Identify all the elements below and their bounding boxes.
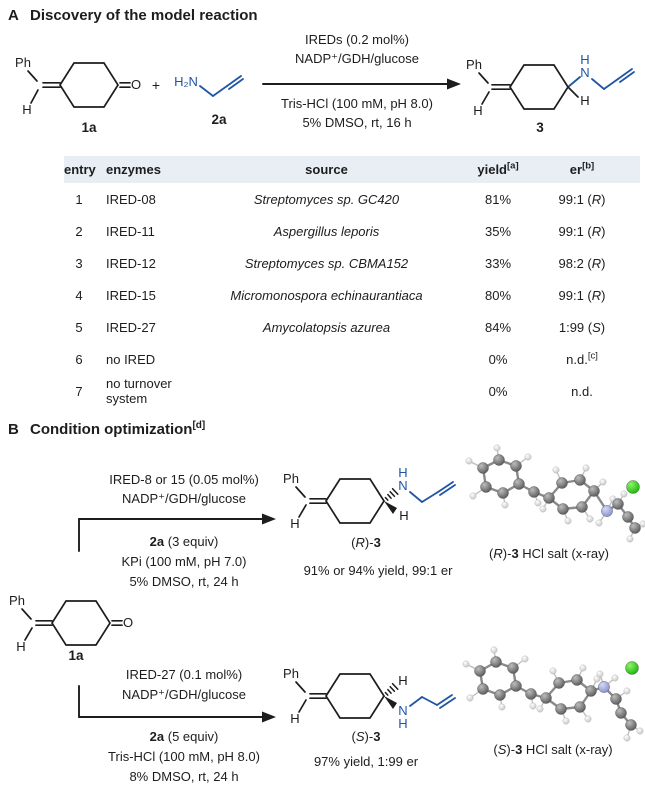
ph-label: Ph	[283, 666, 299, 681]
filler-cell	[622, 311, 640, 343]
reaction-scheme-a	[0, 26, 645, 154]
carbon-atom	[526, 689, 537, 700]
carbon-atom	[475, 666, 486, 677]
condition-line: 5% DMSO, rt, 24 h	[129, 574, 239, 589]
carbon-atom	[529, 487, 540, 498]
hydrogen-atom	[491, 647, 497, 653]
col-enzymes: enzymes	[94, 156, 199, 183]
carbon-atom	[616, 708, 627, 719]
bold-wedge-to-h	[384, 501, 397, 514]
nh-label: H	[398, 465, 408, 480]
panel-a-header	[8, 7, 258, 24]
condition-line: IRED-27 (0.1 mol%)	[125, 667, 243, 682]
h-label: H	[473, 103, 483, 118]
result-top: 91% or 94% yield, 99:1 er	[303, 563, 453, 578]
hydrogen-atom	[585, 716, 591, 722]
ired-screening-table	[64, 156, 640, 407]
carbon-atom	[541, 693, 552, 704]
condition-line: 2a (3 equiv)	[149, 534, 219, 549]
hashed-wedge-to-n	[385, 489, 397, 500]
panel-b-header	[8, 421, 205, 438]
h-label: H	[22, 102, 32, 117]
carbon-atom	[514, 479, 525, 490]
substrate-label: 1a	[81, 120, 97, 135]
enzyme-cell: IRED-11	[106, 223, 155, 239]
xray-structure-s	[463, 647, 643, 741]
structure-r-3	[283, 465, 455, 578]
condition-optimization-scheme	[0, 440, 645, 792]
panel-a-title: Discovery of the model reaction	[30, 7, 258, 24]
h-label: H	[16, 639, 26, 654]
source-cell: Aspergillus leporis	[273, 223, 380, 239]
source-cell: Micromonospora echinaurantiaca	[230, 287, 423, 303]
hydrogen-atom	[463, 661, 469, 667]
stereo-h-label: H	[398, 673, 408, 688]
filler-cell	[622, 183, 640, 215]
source-cell	[199, 375, 454, 407]
carbon-atom	[478, 463, 489, 474]
hydrogen-atom	[624, 735, 630, 741]
substrate-label: 1a	[68, 648, 84, 663]
table-row	[64, 183, 640, 215]
xray-caption-s: (S)-3 HCl salt (x-ray)	[493, 742, 613, 757]
table-row	[64, 311, 640, 343]
carbon-atom	[494, 455, 505, 466]
carbon-atom	[556, 704, 567, 715]
enzyme-cell: no turnover system	[106, 376, 172, 406]
panel-b-tag: B	[8, 421, 19, 438]
hydrogen-atom	[565, 518, 571, 524]
entry-cell: 1	[75, 191, 83, 207]
condition-line: 5% DMSO, rt, 16 h	[302, 115, 412, 130]
hashed-wedge-to-h	[385, 684, 397, 695]
hydrogen-atom	[550, 668, 556, 674]
hydrogen-atom	[540, 506, 546, 512]
structure-3	[466, 52, 634, 135]
hydrogen-atom	[499, 704, 505, 710]
hydrogen-atom	[494, 445, 500, 451]
entry-cell: 7	[75, 383, 83, 399]
hydrogen-atom	[580, 665, 586, 671]
hydrogen-atom	[537, 706, 543, 712]
footnote-d: [d]	[192, 420, 206, 431]
hydrogen-atom	[470, 493, 476, 499]
reaction-arrow	[263, 32, 461, 130]
hydrogen-atom	[467, 695, 473, 701]
carbon-atom	[557, 478, 568, 489]
carbon-atom	[626, 720, 637, 731]
condition-line: Tris-HCl (100 mM, pH 8.0)	[281, 96, 433, 111]
product-label: 3	[536, 120, 544, 135]
carbon-atom	[511, 461, 522, 472]
carbon-atom	[630, 523, 641, 534]
hydrogen-atom	[597, 671, 603, 677]
chloride-ion	[626, 662, 639, 675]
nh-label: H	[398, 716, 408, 731]
carbon-atom	[554, 678, 565, 689]
n-label: N	[580, 65, 590, 80]
condition-line: Tris-HCl (100 mM, pH 8.0)	[108, 749, 260, 764]
carbon-atom	[575, 702, 586, 713]
table-row	[64, 343, 640, 375]
condition-line: 8% DMSO, rt, 24 h	[129, 769, 239, 784]
ph-label: Ph	[15, 55, 31, 70]
yield-cell: 0%	[488, 351, 508, 367]
yield-cell: 81%	[484, 191, 512, 207]
carbon-atom	[495, 690, 506, 701]
hydrogen-atom	[466, 458, 472, 464]
carbon-atom	[481, 482, 492, 493]
enzyme-cell: no IRED	[106, 351, 156, 367]
carbon-atom	[498, 488, 509, 499]
hydrogen-atom	[612, 675, 618, 681]
carbon-atom	[575, 475, 586, 486]
enzyme-cell: IRED-08	[106, 191, 156, 207]
nitrogen-atom	[601, 505, 612, 516]
table-row	[64, 215, 640, 247]
carbon-atom	[491, 657, 502, 668]
er-cell: 1:99 (S)	[558, 319, 606, 335]
panel-a-tag: A	[8, 7, 19, 24]
chloride-ion	[627, 481, 640, 494]
source-cell	[199, 343, 454, 375]
hydrogen-atom	[553, 467, 559, 473]
branch-bottom-arrow	[79, 667, 276, 784]
stereo-h-label: H	[580, 93, 590, 108]
product-s-label: (S)-3	[351, 729, 381, 744]
hydrogen-atom	[637, 728, 643, 734]
col-er: er[b]	[542, 156, 622, 183]
filler-cell	[622, 247, 640, 279]
table-header-row	[64, 156, 640, 183]
structure-1a	[9, 593, 133, 663]
hydrogen-atom	[600, 479, 606, 485]
nh-label: H	[580, 52, 590, 67]
bold-wedge-to-n	[384, 696, 397, 709]
hydrogen-atom	[522, 656, 528, 662]
h-label: H	[290, 516, 300, 531]
carbon-atom	[589, 486, 600, 497]
condition-line: 2a (5 equiv)	[149, 729, 219, 744]
filler-cell	[622, 215, 640, 247]
entry-cell: 5	[75, 319, 83, 335]
hydrogen-atom	[587, 516, 593, 522]
condition-line: NADP⁺/GDH/glucose	[295, 51, 419, 66]
carbon-atom	[544, 493, 555, 504]
yield-cell: 33%	[484, 255, 512, 271]
er-cell: 99:1 (R)	[558, 191, 606, 207]
hydrogen-atom	[502, 502, 508, 508]
xray-structure-r	[466, 445, 645, 542]
product-r-label: (R)-3	[351, 535, 381, 550]
table-row	[64, 279, 640, 311]
h-label: H	[290, 711, 300, 726]
source-cell: Streptomyces sp. GC420	[253, 191, 400, 207]
enzyme-cell: IRED-27	[106, 319, 156, 335]
entry-cell: 4	[75, 287, 83, 303]
yield-cell: 35%	[484, 223, 512, 239]
hydrogen-atom	[563, 718, 569, 724]
hydrogen-atom	[535, 500, 541, 506]
carbon-atom	[611, 694, 622, 705]
enzyme-cell: IRED-12	[106, 255, 156, 271]
condition-line: NADP⁺/GDH/glucose	[122, 491, 246, 506]
carbon-atom	[508, 663, 519, 674]
hydrogen-atom	[530, 703, 536, 709]
col-filler	[622, 156, 640, 183]
ph-label: Ph	[283, 471, 299, 486]
enzyme-cell: IRED-15	[106, 287, 156, 303]
source-cell: Streptomyces sp. CBMA152	[244, 255, 409, 271]
yield-cell: 80%	[484, 287, 512, 303]
structure-1a	[15, 55, 141, 135]
hydrogen-atom	[627, 536, 633, 542]
filler-cell	[622, 279, 640, 311]
entry-cell: 3	[75, 255, 83, 271]
n-label: N	[398, 703, 408, 718]
xray-caption-r: (R)-3 HCl salt (x-ray)	[489, 546, 609, 561]
nitrogen-atom	[598, 681, 609, 692]
condition-line: IRED-8 or 15 (0.05 mol%)	[109, 472, 259, 487]
ph-label: Ph	[466, 57, 482, 72]
carbon-atom	[558, 504, 569, 515]
results-table	[64, 156, 640, 407]
structure-s-3	[283, 666, 455, 769]
stereo-h-label: H	[399, 508, 409, 523]
hydrogen-atom	[640, 521, 645, 527]
er-cell: n.d.[c]	[566, 350, 598, 367]
source-cell: Amycolatopsis azurea	[262, 319, 391, 335]
er-cell: 99:1 (R)	[558, 287, 606, 303]
structure-2a	[174, 74, 243, 127]
carbon-atom	[478, 684, 489, 695]
condition-line: NADP⁺/GDH/glucose	[122, 687, 246, 702]
n-label: N	[398, 478, 408, 493]
hydrogen-atom	[583, 465, 589, 471]
o-label: O	[130, 77, 142, 92]
carbon-atom	[511, 681, 522, 692]
panel-b-title: Condition optimization[d]	[30, 420, 206, 438]
carbon-atom	[577, 502, 588, 513]
branch-top-arrow	[79, 472, 276, 589]
filler-cell	[622, 343, 640, 375]
er-cell: 99:1 (R)	[558, 223, 606, 239]
yield-cell: 0%	[488, 383, 508, 399]
carbon-atom	[586, 686, 597, 697]
plus-sign: +	[151, 77, 161, 93]
hydrogen-atom	[525, 454, 531, 460]
hydrogen-atom	[624, 688, 630, 694]
condition-line: KPi (100 mM, pH 7.0)	[121, 554, 247, 569]
table-row	[64, 375, 640, 407]
carbon-atom	[572, 675, 583, 686]
ph-label: Ph	[9, 593, 25, 608]
o-label: O	[122, 615, 134, 630]
hydrogen-atom	[596, 520, 602, 526]
col-yield: yield[a]	[454, 156, 542, 183]
filler-cell	[622, 375, 640, 407]
hydrogen-atom	[621, 491, 627, 497]
col-entry: entry	[64, 156, 94, 183]
entry-cell: 6	[75, 351, 83, 367]
yield-cell: 84%	[484, 319, 512, 335]
condition-line: IREDs (0.2 mol%)	[304, 32, 410, 47]
er-cell: n.d.	[571, 383, 593, 399]
h2n-label: H₂N	[174, 74, 198, 89]
er-cell: 98:2 (R)	[558, 255, 606, 271]
result-bottom: 97% yield, 1:99 er	[313, 754, 419, 769]
carbon-atom	[613, 499, 624, 510]
amine-label: 2a	[211, 112, 227, 127]
carbon-atom	[623, 512, 634, 523]
entry-cell: 2	[75, 223, 83, 239]
table-row	[64, 247, 640, 279]
col-source: source	[199, 156, 454, 183]
